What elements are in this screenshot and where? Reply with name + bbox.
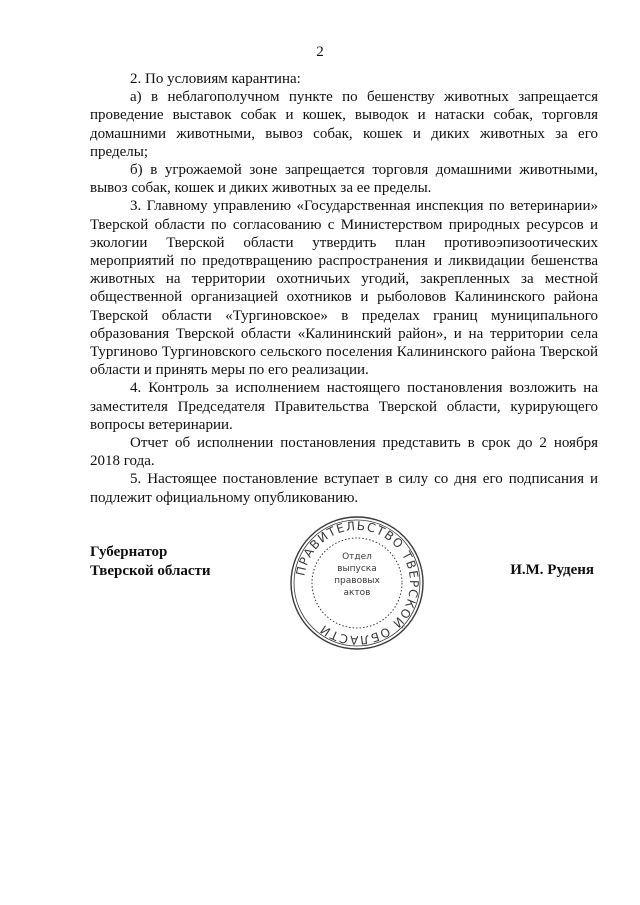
- signature-title-line2: Тверской области: [90, 563, 211, 579]
- stamp-center-line3: правовых: [334, 576, 380, 586]
- signature-title: [90, 543, 211, 581]
- stamp-center-line4: актов: [343, 588, 371, 598]
- signer-name: И.М. Руденя: [510, 562, 594, 578]
- paragraph-clause-5: 5. Настоящее постановление вступает в силу со дня его подписания и подлежит официальному опубликованию.: [90, 471, 598, 506]
- paragraph-item-a: а) в неблагополучном пункте по бешенству животных запрещается проведение выставок собак и кошек, выводок и натаски собак, торговля домашними животными, вывоз собак, кошек и диких животных за его пределы;: [90, 89, 598, 160]
- paragraph-report-deadline: Отчет об исполнении постановления представить в срок до 2 ноября 2018 года.: [90, 435, 598, 470]
- stamp-center-line1: Отдел: [342, 552, 372, 562]
- page-number: 2: [316, 44, 324, 60]
- stamp-ring-text: ПРАВИТЕЛЬСТВО ТВЕРСКОЙ ОБЛАСТИ: [293, 518, 422, 648]
- stamp-seal-icon: [287, 513, 427, 653]
- signature-title-line1: Губернатор: [90, 544, 168, 560]
- stamp-center-line2: выпуска: [337, 564, 377, 574]
- paragraph-quarantine-heading: 2. По условиям карантина:: [130, 71, 301, 87]
- paragraph-clause-4: 4. Контроль за исполнением настоящего постановления возложить на заместителя Председателя Правительства Тверской области, курирующего вопросы ветеринарии.: [90, 380, 598, 433]
- paragraph-clause-3: 3. Главному управлению «Государственная инспекция по ветеринарии» Тверской области по согласованию с Министерством природных ресурсов и экологии Тверской области утвердить план противоэпизоотических мероприятий по предотвращению распространения и ликвидации бешенства животных на территории охотничьих угодий, закрепленных за местной общественной организацией охотников и рыболовов Калининского района Тверской области «Тургиновское» в пределах границ муниципального образования Тверской области «Калининский район», и на территории села Тургиново Тургиновского сельского поселения Калининского района Тверской области и принять меры по его реализации.: [90, 198, 598, 379]
- official-stamp: [287, 513, 427, 653]
- paragraph-item-b: б) в угрожаемой зоне запрещается торговля домашними животными, вывоз собак, кошек и диких животных за ее пределы.: [90, 162, 598, 197]
- document-body: [90, 70, 598, 507]
